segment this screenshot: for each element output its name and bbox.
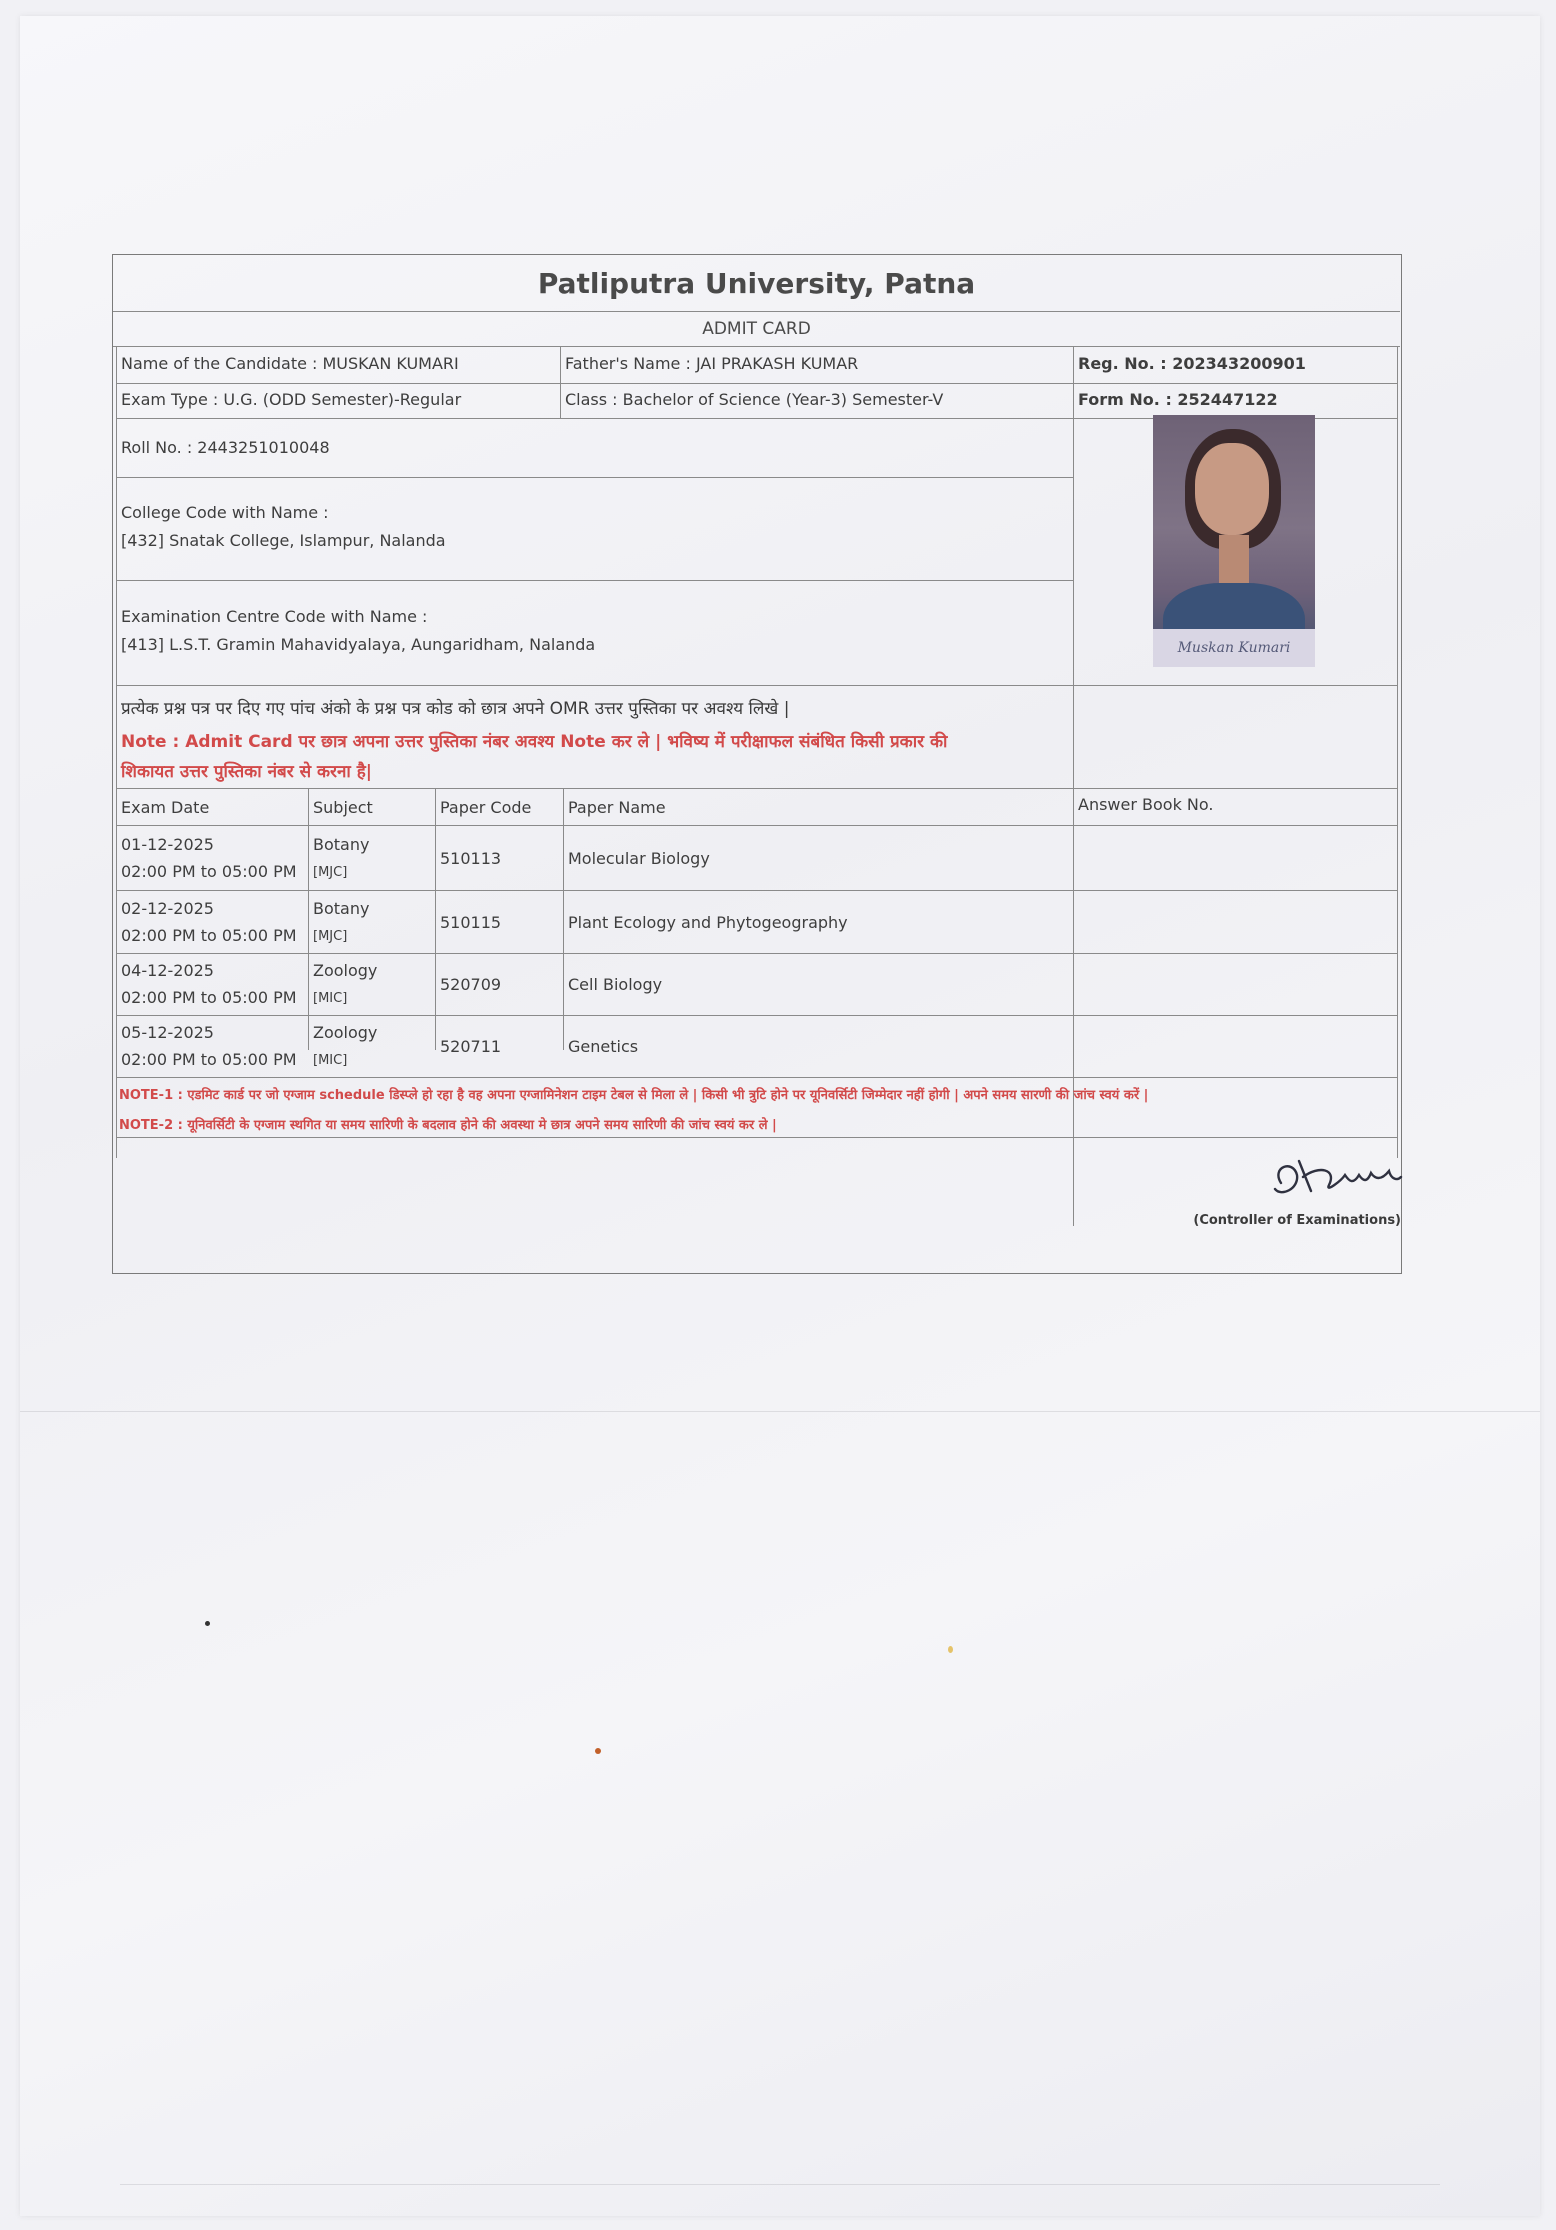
table-row-code: 510115 xyxy=(440,913,502,932)
table-row-subject: Botany xyxy=(313,899,370,918)
omr-instruction: प्रत्येक प्रश्न पत्र पर दिए गए पांच अंको के प्रश्न पत्र कोड को छात्र अपने OMR उत्तर पुस्तिका पर अवश्य लिखे | xyxy=(121,699,790,719)
father-name: Father's Name : JAI PRAKASH KUMAR xyxy=(565,354,859,373)
table-row-paper: Cell Biology xyxy=(568,975,663,994)
table-row-type: [MJC] xyxy=(313,865,348,880)
answer-book-note-line-2: शिकायत उत्तर पुस्तिका नंबर से करना है| xyxy=(121,762,372,782)
table-row-date: 05-12-2025 xyxy=(121,1023,214,1042)
table-row-subject: Zoology xyxy=(313,961,378,980)
centre-name: [413] L.S.T. Gramin Mahavidyalaya, Aungaridham, Nalanda xyxy=(121,635,596,654)
controller-label: (Controller of Examinations) xyxy=(1193,1213,1401,1228)
candidate-name: Name of the Candidate : MUSKAN KUMARI xyxy=(121,354,459,373)
table-row-time: 02:00 PM to 05:00 PM xyxy=(121,1050,297,1069)
col-answer-book: Answer Book No. xyxy=(1078,795,1214,814)
speck xyxy=(595,1748,601,1754)
table-row-time: 02:00 PM to 05:00 PM xyxy=(121,926,297,945)
college-name: [432] Snatak College, Islampur, Nalanda xyxy=(121,531,446,550)
form-no: Form No. : 252447122 xyxy=(1078,390,1278,409)
controller-signature xyxy=(1241,1145,1411,1215)
roll-no: Roll No. : 2443251010048 xyxy=(121,438,330,457)
reg-no: Reg. No. : 202343200901 xyxy=(1078,354,1306,373)
class: Class : Bachelor of Science (Year-3) Semester-V xyxy=(565,390,944,409)
note-1: NOTE-1 : एडमिट कार्ड पर जो एग्जाम schedule डिस्प्ले हो रहा है वह अपना एग्जामिनेशन टाइम टेबल से मिला ले | किसी भी त्रुटि होने पर यूनिवर्सिटी जिम्मेदार नहीं होगी | अपने समय सारणी की जांच स्वयं करें | xyxy=(119,1088,1149,1103)
col-exam-date: Exam Date xyxy=(121,798,210,817)
university-title: Patliputra University, Patna xyxy=(537,266,976,300)
college-label: College Code with Name : xyxy=(121,503,329,522)
table-row-type: [MIC] xyxy=(313,1053,348,1068)
admit-card xyxy=(112,254,1402,1274)
table-row-code: 510113 xyxy=(440,849,502,868)
table-row-paper: Plant Ecology and Phytogeography xyxy=(568,913,848,932)
col-paper-name: Paper Name xyxy=(568,798,666,817)
fold-line xyxy=(120,2184,1440,2185)
table-row-date: 02-12-2025 xyxy=(121,899,214,918)
table-row-date: 04-12-2025 xyxy=(121,961,214,980)
speck xyxy=(948,1646,953,1653)
speck xyxy=(205,1621,210,1626)
table-row-type: [MIC] xyxy=(313,991,348,1006)
centre-label: Examination Centre Code with Name : xyxy=(121,607,428,626)
table-row-subject: Botany xyxy=(313,835,370,854)
fold-line xyxy=(20,1411,1540,1412)
answer-book-note xyxy=(121,727,1066,787)
table-row-code: 520711 xyxy=(440,1037,502,1056)
table-row-paper: Genetics xyxy=(568,1037,639,1056)
note-2: NOTE-2 : यूनिवर्सिटी के एग्जाम स्थगित या समय सारिणी के बदलाव होने की अवस्था मे छात्र अपने समय सारिणी की जांच स्वयं कर ले | xyxy=(119,1118,777,1133)
admit-card-heading: ADMIT CARD xyxy=(702,319,811,339)
table-row-subject: Zoology xyxy=(313,1023,378,1042)
exam-type: Exam Type : U.G. (ODD Semester)-Regular xyxy=(121,390,462,409)
table-row-code: 520709 xyxy=(440,975,502,994)
table-row-type: [MJC] xyxy=(313,929,348,944)
table-row-time: 02:00 PM to 05:00 PM xyxy=(121,988,297,1007)
candidate-photo xyxy=(1153,415,1315,667)
col-subject: Subject xyxy=(313,798,373,817)
table-row-paper: Molecular Biology xyxy=(568,849,710,868)
photo-signature: Muskan Kumari xyxy=(1153,629,1315,667)
col-paper-code: Paper Code xyxy=(440,798,532,817)
answer-book-note-line-1: Note : Admit Card पर छात्र अपना उत्तर पुस्तिका नंबर अवश्य Note कर ले | भविष्य में परीक्षाफल संबंधित किसी प्रकार की xyxy=(121,732,948,752)
table-row-date: 01-12-2025 xyxy=(121,835,214,854)
table-row-time: 02:00 PM to 05:00 PM xyxy=(121,862,297,881)
